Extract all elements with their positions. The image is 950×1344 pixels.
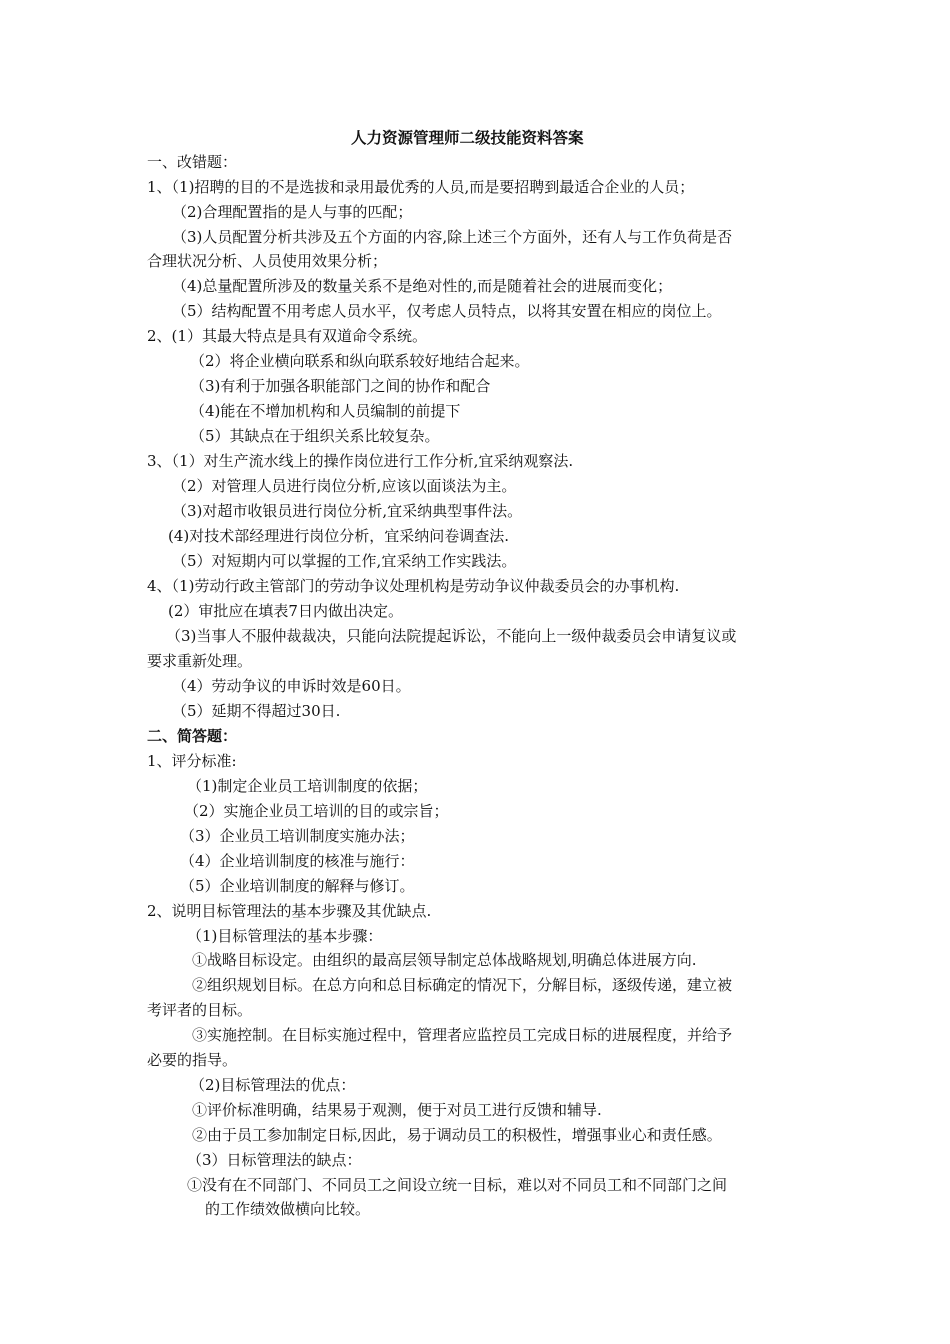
text-line: （4）劳动争议的申诉时效是60日。 bbox=[172, 677, 411, 695]
text-line: 要求重新处理。 bbox=[147, 652, 253, 670]
text-line: ①战略目标设定。由组织的最高层领导制定总体战略规划,明确总体进展方向. bbox=[192, 951, 697, 969]
text-line: 2、说明目标管理法的基本步骤及其优缺点. bbox=[147, 902, 432, 920]
text-line: （2）对管理人员进行岗位分析,应该以面谈法为主。 bbox=[172, 477, 517, 495]
text-line: （5）对短期内可以掌握的工作,宜采纳工作实践法。 bbox=[172, 552, 517, 570]
text-line: （5）企业培训制度的解释与修订。 bbox=[180, 877, 415, 895]
text-line: 必要的指导。 bbox=[147, 1051, 238, 1069]
text-line: ②由于员工参加制定日标,因此，易于调动员工的积极性，增强事业心和责任感。 bbox=[192, 1126, 722, 1144]
text-line: （2）实施企业员工培训的目的或宗旨； bbox=[184, 802, 449, 820]
text-line: （3)对超市收银员进行岗位分析,宜采纳典型事件法。 bbox=[172, 502, 523, 520]
text-line: （2）将企业横向联系和纵向联系较好地结合起来。 bbox=[190, 352, 530, 370]
text-line: ②组织规划目标。在总方向和总目标确定的情况下，分解目标，逐级传递，建立被 bbox=[192, 976, 733, 994]
text-line: （5）结构配置不用考虑人员水平，仅考虑人员特点，以将其安置在相应的岗位上。 bbox=[172, 302, 722, 320]
text-line: （1)制定企业员工培训制度的依据； bbox=[187, 777, 428, 795]
text-line: (2）审批应在填表7日内做出决定。 bbox=[168, 602, 403, 620]
text-line: ①没有在不同部门、不同员工之间设立统一目标，难以对不同员工和不同部门之间 bbox=[187, 1176, 728, 1194]
text-line: 2、(1）其最大特点是具有双道命令系统。 bbox=[147, 327, 427, 345]
text-line: 合理状况分析、人员使用效果分析； bbox=[147, 252, 388, 270]
text-line: 3、（1）对生产流水线上的操作岗位进行工作分析,宜采纳观察法. bbox=[147, 452, 574, 470]
text-line: （4)能在不增加机构和人员编制的前提下 bbox=[190, 402, 461, 420]
section-heading: 二、简答题： bbox=[147, 727, 238, 745]
text-line: 1、评分标准: bbox=[147, 752, 237, 770]
text-line: 的工作绩效做横向比较。 bbox=[205, 1200, 371, 1218]
text-line: （2)合理配置指的是人与事的匹配； bbox=[172, 203, 413, 221]
text-line: （3)当事人不服仲裁裁决，只能向法院提起诉讼，不能向上一级仲裁委员会申请复议或 bbox=[166, 627, 737, 645]
text-line: （2)目标管理法的优点： bbox=[190, 1076, 356, 1094]
document-title: 人力资源管理师二级技能资料答案 bbox=[351, 128, 584, 147]
text-line: （3）企业员工培训制度实施办法； bbox=[180, 827, 415, 845]
text-line: （3)人员配置分析共涉及五个方面的内容,除上述三个方面外，还有人与工作负荷是否 bbox=[172, 228, 733, 246]
text-line: （4)总量配置所涉及的数量关系不是绝对性的,而是随着社会的进展而变化； bbox=[172, 277, 673, 295]
section-heading: 一、改错题： bbox=[147, 153, 238, 171]
text-line: （4）企业培训制度的核准与施行： bbox=[180, 852, 415, 870]
text-line: （3)有利于加强各职能部门之间的协作和配合 bbox=[190, 377, 491, 395]
text-line: 考评者的目标。 bbox=[147, 1001, 253, 1019]
text-line: （5）延期不得超过30日. bbox=[172, 702, 341, 720]
text-line: （3）日标管理法的缺点： bbox=[187, 1151, 362, 1169]
text-line: （1)目标管理法的基本步骤： bbox=[187, 927, 383, 945]
text-line: ③实施控制。在目标实施过程中，管理者应监控员工完成日标的进展程度，并给予 bbox=[192, 1026, 733, 1044]
text-line: ①评价标准明确，结果易于观测，便于对员工进行反馈和辅导. bbox=[192, 1101, 602, 1119]
text-line: 1、（1)招聘的目的不是选拔和录用最优秀的人员,而是要招聘到最适合企业的人员； bbox=[147, 178, 695, 196]
text-line: (4)对技术部经理进行岗位分析，宜采纳问卷调查法. bbox=[168, 527, 510, 545]
text-line: （5）其缺点在于组织关系比较复杂。 bbox=[190, 427, 440, 445]
text-line: 4、（1)劳动行政主管部门的劳动争议处理机构是劳动争议仲裁委员会的办事机构. bbox=[147, 577, 680, 595]
